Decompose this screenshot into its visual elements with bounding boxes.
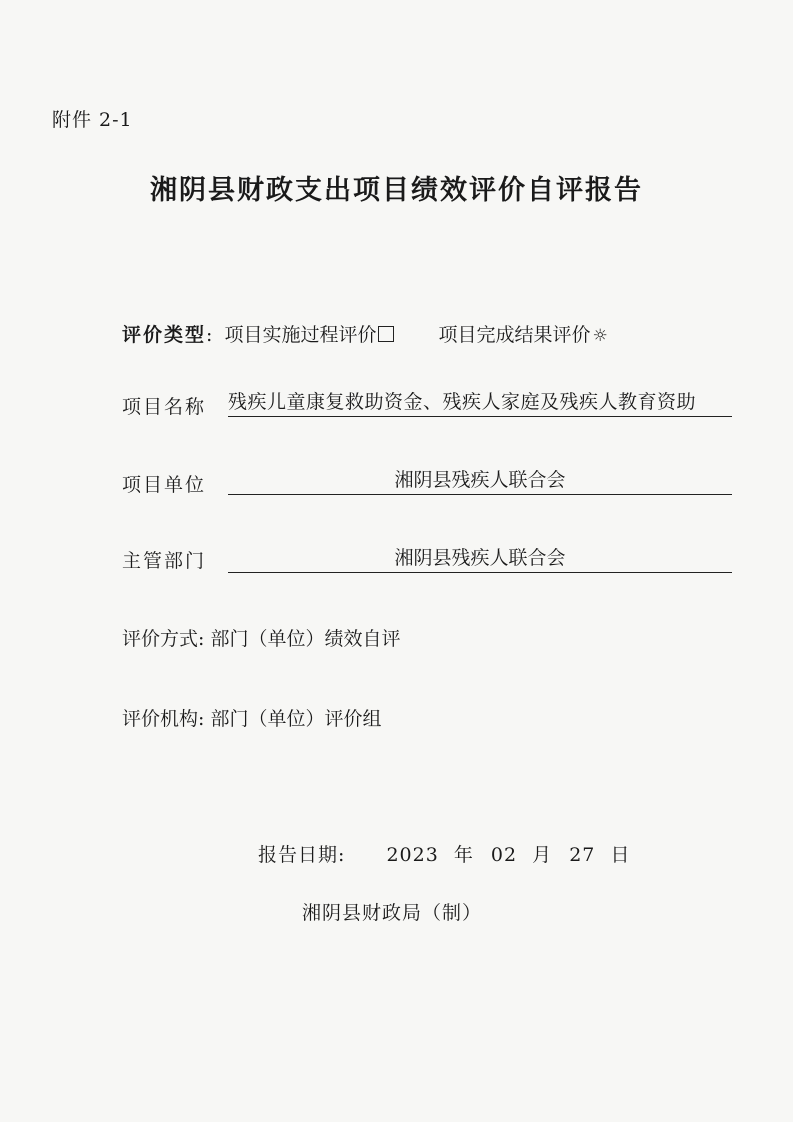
- annex-label: 附件 2-1: [52, 109, 133, 131]
- eval-org-value: 部门（单位）评价组: [210, 708, 382, 730]
- report-date-day-unit: 日: [610, 844, 631, 866]
- project-unit-label: 项目单位: [122, 474, 207, 496]
- project-unit-row: [122, 470, 206, 497]
- eval-method-label: 评价方式:: [122, 628, 205, 650]
- eval-type-row: [122, 320, 608, 347]
- report-date-label: 报告日期:: [258, 844, 346, 866]
- project-name-field: [228, 388, 732, 417]
- eval-org-label: 评价机构:: [122, 708, 205, 730]
- report-date-year-unit: 年: [453, 844, 474, 866]
- supervisor-label: 主管部门: [122, 550, 207, 572]
- report-date-month-unit: 月: [532, 844, 553, 866]
- supervisor-value: 湘阴县残疾人联合会: [394, 547, 566, 569]
- eval-org-row: [122, 704, 381, 731]
- eval-type-label: 评价类型: [122, 324, 207, 346]
- project-name-value: 残疾儿童康复救助资金、残疾人家庭及残疾人教育资助: [228, 391, 697, 413]
- eval-method-value: 部门（单位）绩效自评: [210, 628, 401, 650]
- report-date-year: 2023: [386, 844, 439, 866]
- report-date-day: 27: [569, 844, 596, 866]
- checkbox-checked-icon[interactable]: ☼: [592, 326, 608, 346]
- issuer: 湘阴县财政局（制）: [302, 902, 483, 924]
- eval-method-row: [122, 624, 400, 651]
- document-title: 湘阴县财政支出项目绩效评价自评报告: [150, 175, 643, 206]
- eval-type-option-process: 项目实施过程评价: [224, 324, 377, 346]
- project-unit-value: 湘阴县残疾人联合会: [394, 469, 566, 491]
- project-name-row: [122, 392, 206, 419]
- eval-type-colon: :: [206, 324, 213, 346]
- eval-type-option-result: 项目完成结果评价: [438, 324, 591, 346]
- report-date-month: 02: [490, 844, 518, 866]
- project-name-label: 项目名称: [122, 396, 207, 418]
- report-date: [258, 840, 630, 867]
- supervisor-row: [122, 546, 206, 573]
- supervisor-field: [228, 544, 732, 573]
- project-unit-field: [228, 466, 732, 495]
- checkbox-empty-icon[interactable]: [378, 326, 394, 342]
